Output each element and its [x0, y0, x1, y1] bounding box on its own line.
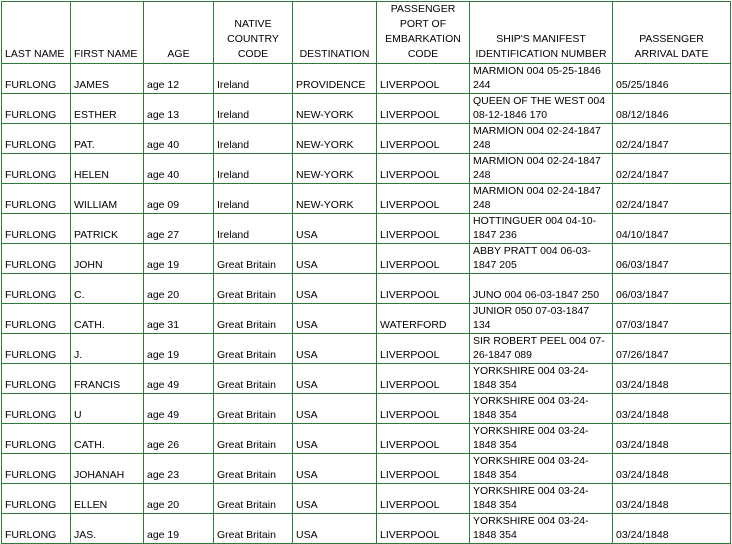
cell-destination: USA — [293, 484, 377, 514]
cell-age: age 13 — [144, 94, 214, 124]
cell-arrival-date: 06/03/1847 — [613, 244, 731, 274]
table-row — [2, 364, 731, 394]
cell-native-country: Ireland — [214, 64, 293, 94]
table-row — [2, 184, 731, 214]
cell-manifest: JUNO 004 06-03-1847 250 — [470, 274, 613, 304]
cell-arrival-date: 02/24/1847 — [613, 154, 731, 184]
cell-age: age 19 — [144, 334, 214, 364]
cell-last-name: FURLONG — [2, 214, 71, 244]
cell-age: age 49 — [144, 394, 214, 424]
cell-arrival-date: 03/24/1848 — [613, 394, 731, 424]
cell-arrival-date: 08/12/1846 — [613, 94, 731, 124]
cell-port: LIVERPOOL — [377, 94, 470, 124]
cell-port: LIVERPOOL — [377, 64, 470, 94]
cell-age: age 09 — [144, 184, 214, 214]
cell-native-country: Great Britain — [214, 514, 293, 544]
header-port: PASSENGER PORT OF EMBARKATION CODE — [377, 2, 470, 64]
cell-port: LIVERPOOL — [377, 364, 470, 394]
cell-port: LIVERPOOL — [377, 424, 470, 454]
cell-arrival-date: 02/24/1847 — [613, 124, 731, 154]
cell-native-country: Great Britain — [214, 364, 293, 394]
cell-manifest: YORKSHIRE 004 03-24-1848 354 — [470, 394, 613, 424]
cell-native-country: Ireland — [214, 154, 293, 184]
cell-port: WATERFORD — [377, 304, 470, 334]
cell-age: age 40 — [144, 154, 214, 184]
cell-last-name: FURLONG — [2, 154, 71, 184]
cell-destination: USA — [293, 244, 377, 274]
cell-destination: USA — [293, 364, 377, 394]
cell-age: age 26 — [144, 424, 214, 454]
table-row — [2, 394, 731, 424]
cell-arrival-date: 03/24/1848 — [613, 364, 731, 394]
cell-manifest: JUNIOR 050 07-03-1847 134 — [470, 304, 613, 334]
table-row — [2, 454, 731, 484]
cell-native-country: Great Britain — [214, 334, 293, 364]
cell-age: age 23 — [144, 454, 214, 484]
cell-age: age 12 — [144, 64, 214, 94]
cell-port: LIVERPOOL — [377, 484, 470, 514]
table-row — [2, 484, 731, 514]
cell-manifest: ABBY PRATT 004 06-03-1847 205 — [470, 244, 613, 274]
cell-port: LIVERPOOL — [377, 454, 470, 484]
table-row — [2, 64, 731, 94]
cell-manifest: YORKSHIRE 004 03-24-1848 354 — [470, 454, 613, 484]
cell-arrival-date: 03/24/1848 — [613, 484, 731, 514]
cell-native-country: Ireland — [214, 214, 293, 244]
cell-destination: NEW-YORK — [293, 94, 377, 124]
cell-manifest: MARMION 004 02-24-1847 248 — [470, 184, 613, 214]
cell-manifest: YORKSHIRE 004 03-24-1848 354 — [470, 514, 613, 544]
cell-port: LIVERPOOL — [377, 394, 470, 424]
header-manifest: SHIP'S MANIFEST IDENTIFICATION NUMBER — [470, 2, 613, 64]
cell-age: age 40 — [144, 124, 214, 154]
cell-first-name: CATH. — [71, 424, 144, 454]
cell-manifest: HOTTINGUER 004 04-10-1847 236 — [470, 214, 613, 244]
cell-first-name: JAS. — [71, 514, 144, 544]
cell-first-name: PAT. — [71, 124, 144, 154]
cell-arrival-date: 03/24/1848 — [613, 424, 731, 454]
cell-first-name: CATH. — [71, 304, 144, 334]
cell-last-name: FURLONG — [2, 424, 71, 454]
cell-manifest: YORKSHIRE 004 03-24-1848 354 — [470, 364, 613, 394]
cell-last-name: FURLONG — [2, 94, 71, 124]
cell-age: age 19 — [144, 514, 214, 544]
cell-first-name: J. — [71, 334, 144, 364]
cell-manifest: YORKSHIRE 004 03-24-1848 354 — [470, 484, 613, 514]
table-row — [2, 214, 731, 244]
cell-destination: PROVIDENCE — [293, 64, 377, 94]
cell-first-name: U — [71, 394, 144, 424]
cell-first-name: JAMES — [71, 64, 144, 94]
cell-port: LIVERPOOL — [377, 514, 470, 544]
cell-port: LIVERPOOL — [377, 214, 470, 244]
cell-age: age 20 — [144, 484, 214, 514]
cell-manifest: QUEEN OF THE WEST 004 08-12-1846 170 — [470, 94, 613, 124]
cell-last-name: FURLONG — [2, 364, 71, 394]
cell-first-name: ESTHER — [71, 94, 144, 124]
cell-destination: USA — [293, 424, 377, 454]
header-age: AGE — [144, 2, 214, 64]
cell-age: age 31 — [144, 304, 214, 334]
cell-native-country: Great Britain — [214, 484, 293, 514]
cell-native-country: Great Britain — [214, 424, 293, 454]
cell-first-name: HELEN — [71, 154, 144, 184]
cell-destination: NEW-YORK — [293, 184, 377, 214]
table-row — [2, 244, 731, 274]
cell-destination: USA — [293, 394, 377, 424]
cell-age: age 27 — [144, 214, 214, 244]
table-row — [2, 424, 731, 454]
cell-manifest: MARMION 004 05-25-1846 244 — [470, 64, 613, 94]
header-native-country: NATIVE COUNTRY CODE — [214, 2, 293, 64]
cell-age: age 19 — [144, 244, 214, 274]
cell-first-name: ELLEN — [71, 484, 144, 514]
cell-last-name: FURLONG — [2, 334, 71, 364]
table-row — [2, 94, 731, 124]
cell-destination: USA — [293, 274, 377, 304]
cell-first-name: PATRICK — [71, 214, 144, 244]
cell-arrival-date: 06/03/1847 — [613, 274, 731, 304]
header-first-name: FIRST NAME — [71, 2, 144, 64]
cell-port: LIVERPOOL — [377, 184, 470, 214]
header-last-name: LAST NAME — [2, 2, 71, 64]
cell-last-name: FURLONG — [2, 184, 71, 214]
cell-arrival-date: 03/24/1848 — [613, 454, 731, 484]
cell-destination: USA — [293, 514, 377, 544]
cell-last-name: FURLONG — [2, 394, 71, 424]
cell-last-name: FURLONG — [2, 64, 71, 94]
cell-last-name: FURLONG — [2, 454, 71, 484]
cell-native-country: Ireland — [214, 184, 293, 214]
table-row — [2, 274, 731, 304]
cell-arrival-date: 02/24/1847 — [613, 184, 731, 214]
cell-native-country: Ireland — [214, 94, 293, 124]
cell-native-country: Great Britain — [214, 394, 293, 424]
table-row — [2, 124, 731, 154]
cell-last-name: FURLONG — [2, 244, 71, 274]
table-body — [2, 64, 731, 544]
cell-destination: NEW-YORK — [293, 124, 377, 154]
cell-destination: USA — [293, 454, 377, 484]
cell-first-name: C. — [71, 274, 144, 304]
table-row — [2, 154, 731, 184]
cell-arrival-date: 05/25/1846 — [613, 64, 731, 94]
cell-last-name: FURLONG — [2, 274, 71, 304]
cell-first-name: JOHANAH — [71, 454, 144, 484]
cell-port: LIVERPOOL — [377, 274, 470, 304]
cell-destination: NEW-YORK — [293, 154, 377, 184]
cell-manifest: MARMION 004 02-24-1847 248 — [470, 154, 613, 184]
cell-first-name: FRANCIS — [71, 364, 144, 394]
cell-destination: USA — [293, 334, 377, 364]
passenger-table — [1, 1, 731, 544]
cell-port: LIVERPOOL — [377, 154, 470, 184]
cell-manifest: MARMION 004 02-24-1847 248 — [470, 124, 613, 154]
cell-native-country: Great Britain — [214, 274, 293, 304]
table-row — [2, 304, 731, 334]
cell-port: LIVERPOOL — [377, 244, 470, 274]
cell-port: LIVERPOOL — [377, 124, 470, 154]
cell-native-country: Great Britain — [214, 304, 293, 334]
cell-port: LIVERPOOL — [377, 334, 470, 364]
cell-last-name: FURLONG — [2, 124, 71, 154]
cell-arrival-date: 07/26/1847 — [613, 334, 731, 364]
cell-arrival-date: 07/03/1847 — [613, 304, 731, 334]
cell-destination: USA — [293, 214, 377, 244]
cell-last-name: FURLONG — [2, 304, 71, 334]
cell-arrival-date: 03/24/1848 — [613, 514, 731, 544]
cell-last-name: FURLONG — [2, 514, 71, 544]
cell-first-name: JOHN — [71, 244, 144, 274]
cell-native-country: Great Britain — [214, 244, 293, 274]
cell-arrival-date: 04/10/1847 — [613, 214, 731, 244]
cell-native-country: Ireland — [214, 124, 293, 154]
cell-last-name: FURLONG — [2, 484, 71, 514]
header-row — [2, 2, 731, 64]
cell-destination: USA — [293, 304, 377, 334]
table-row — [2, 334, 731, 364]
cell-native-country: Great Britain — [214, 454, 293, 484]
header-arrival-date: PASSENGER ARRIVAL DATE — [613, 2, 731, 64]
table-row — [2, 514, 731, 544]
header-destination: DESTINATION — [293, 2, 377, 64]
cell-manifest: YORKSHIRE 004 03-24-1848 354 — [470, 424, 613, 454]
cell-age: age 49 — [144, 364, 214, 394]
cell-age: age 20 — [144, 274, 214, 304]
cell-first-name: WILLIAM — [71, 184, 144, 214]
cell-manifest: SIR ROBERT PEEL 004 07-26-1847 089 — [470, 334, 613, 364]
